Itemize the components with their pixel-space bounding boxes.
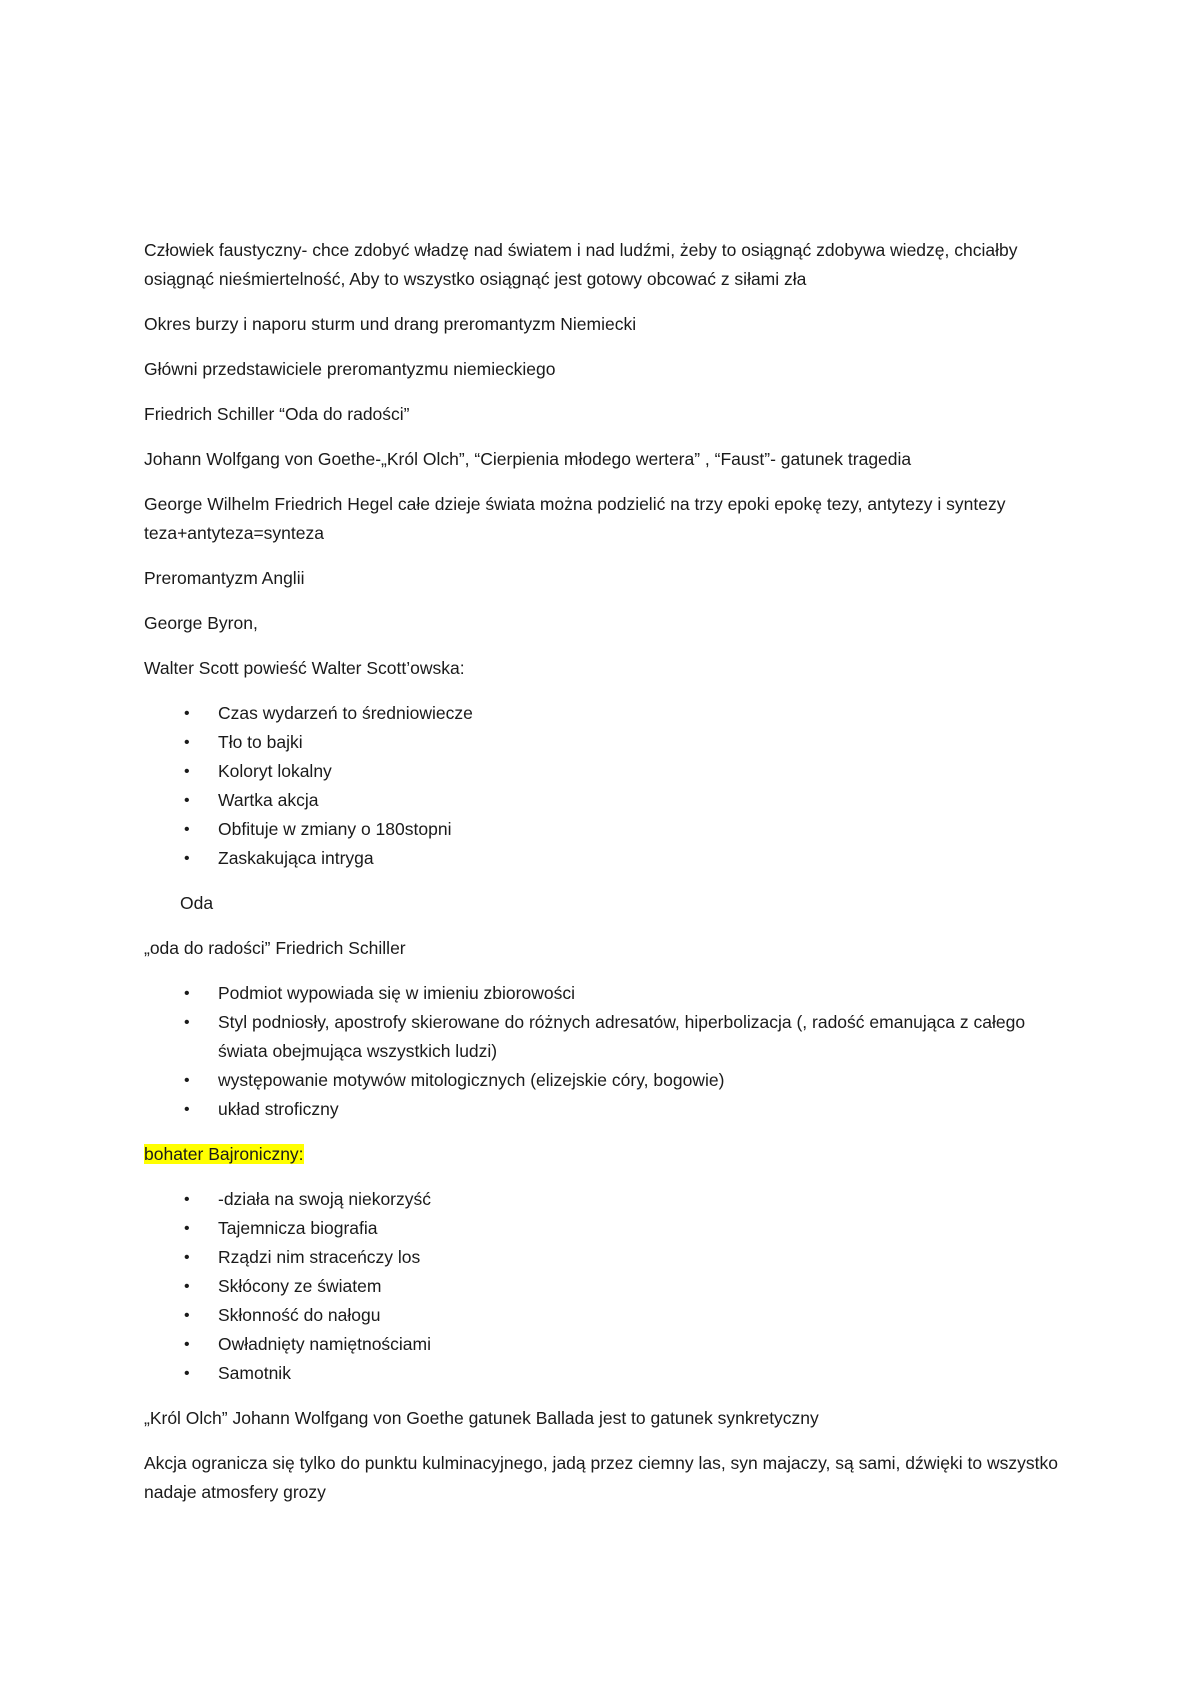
list-item: • występowanie motywów mitologicznych (elizejskie córy, bogowie): [144, 1066, 1064, 1095]
bohater-heading-paragraph: [144, 1140, 1064, 1169]
list-item: • Skłonność do nałogu: [144, 1301, 1064, 1330]
bohater-heading: bohater Bajroniczny:: [144, 1144, 304, 1164]
list-item: • Tajemnicza biografia: [144, 1214, 1064, 1243]
list-item: • Zaskakująca intryga: [144, 844, 1064, 873]
paragraph-krol-olch: „Król Olch” Johann Wolfgang von Goethe gatunek Ballada jest to gatunek synkretyczny: [144, 1408, 819, 1428]
oda-title: „oda do radości” Friedrich Schiller: [144, 938, 406, 958]
bullet-icon: •: [184, 1191, 190, 1208]
paragraph-hegel: George Wilhelm Friedrich Hegel całe dzieje świata można podzielić na trzy epoki epokę tezy, antytezy i syntezy teza+antyteza=synteza: [144, 494, 1025, 543]
bullet-icon: •: [184, 1220, 190, 1237]
list-item: • Samotnik: [144, 1359, 1064, 1388]
oda-heading: Oda: [180, 893, 214, 913]
bullet-icon: •: [184, 1365, 190, 1382]
bullet-icon: •: [184, 1307, 190, 1324]
list-item: • Styl podniosły, apostrofy skierowane do różnych adresatów, hiperbolizacja (, radość emanująca z całego świata obejmująca wszystkich ludzi): [144, 1008, 1064, 1066]
paragraph-schiller: Friedrich Schiller “Oda do radości”: [144, 404, 410, 424]
bullet-icon: •: [184, 985, 190, 1002]
list-item: • Obfituje w zmiany o 180stopni: [144, 815, 1064, 844]
bullet-icon: •: [184, 1101, 190, 1118]
paragraph-preromantyzm-anglii: Preromantyzm Anglii: [144, 568, 305, 588]
bullet-icon: •: [184, 1336, 190, 1353]
list-item: • Rządzi nim straceńczy los: [144, 1243, 1064, 1272]
bullet-icon: •: [184, 1278, 190, 1295]
list-item: • Koloryt lokalny: [144, 757, 1064, 786]
document-body: [144, 236, 1064, 1523]
bohater-features-list: [144, 1185, 1064, 1388]
paragraph-sturm-und-drang: Okres burzy i naporu sturm und drang preromantyzm Niemiecki: [144, 314, 637, 334]
list-item: • układ stroficzny: [144, 1095, 1064, 1124]
scott-features-list: [144, 699, 1064, 873]
oda-features-list: [144, 979, 1064, 1124]
bullet-icon: •: [184, 850, 190, 867]
bullet-icon: •: [184, 1072, 190, 1089]
list-item: • Owładnięty namiętnościami: [144, 1330, 1064, 1359]
paragraph-akcja: Akcja ogranicza się tylko do punktu kulminacyjnego, jadą przez ciemny las, syn majaczy, są sami, dźwięki to wszystko nadaje atmosfery grozy: [144, 1453, 1058, 1502]
bullet-icon: •: [184, 1249, 190, 1266]
paragraph-przedstawiciele: Główni przedstawiciele preromantyzmu niemieckiego: [144, 359, 556, 379]
list-item: • Podmiot wypowiada się w imieniu zbiorowości: [144, 979, 1064, 1008]
bullet-icon: •: [184, 705, 190, 722]
paragraph-byron: George Byron,: [144, 613, 258, 633]
list-item: • Wartka akcja: [144, 786, 1064, 815]
list-item: • Tło to bajki: [144, 728, 1064, 757]
list-item: • Czas wydarzeń to średniowiecze: [144, 699, 1064, 728]
bullet-icon: •: [184, 821, 190, 838]
paragraph-walter-scott: Walter Scott powieść Walter Scott’owska:: [144, 658, 465, 678]
list-item: • -działa na swoją niekorzyść: [144, 1185, 1064, 1214]
list-item: • Skłócony ze światem: [144, 1272, 1064, 1301]
bullet-icon: •: [184, 792, 190, 809]
paragraph-goethe: Johann Wolfgang von Goethe-„Król Olch”, “Cierpienia młodego wertera” , “Faust”- gatunek tragedia: [144, 449, 912, 469]
bullet-icon: •: [184, 1014, 190, 1031]
bullet-icon: •: [184, 763, 190, 780]
paragraph-czlowiek-faustyczny: Człowiek faustyczny- chce zdobyć władzę nad światem i nad ludźmi, żeby to osiągnąć zdobywa wiedzę, chciałby osiągnąć nieśmiertelność, Aby to wszystko osiągnąć jest gotowy obcować z siłami zła: [144, 240, 1018, 289]
bullet-icon: •: [184, 734, 190, 751]
